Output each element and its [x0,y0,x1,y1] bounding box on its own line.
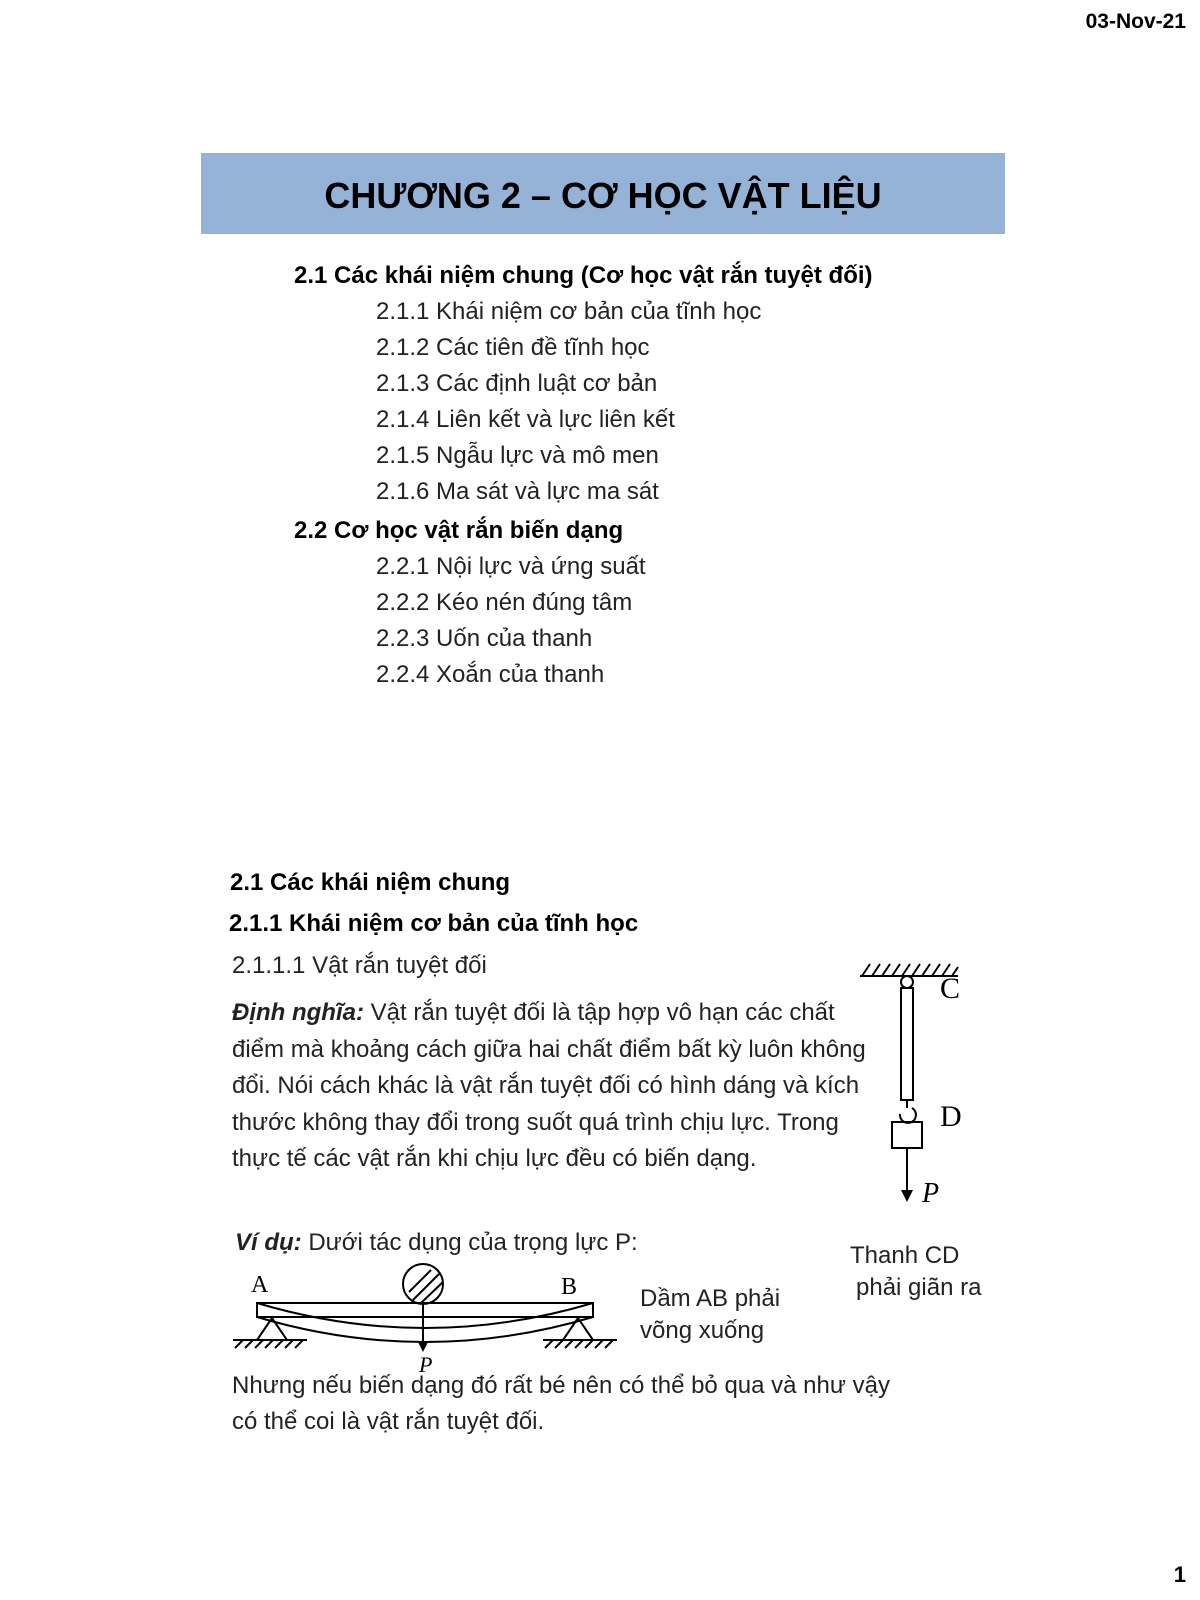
hook [900,1100,916,1123]
beam-caption-line2: võng xuống [640,1317,765,1344]
rod-caption-line1: Thanh CD [850,1242,960,1269]
subsubsection-heading: 2.1.1.1 Vật rắn tuyệt đối [232,952,487,979]
example-label: Ví dụ: [235,1229,302,1256]
ground-b-hatch [545,1340,613,1348]
toc-item: 2.1.6 Ma sát và lực ma sát [376,478,659,505]
rod-caption-line2: phải giãn ra [856,1274,982,1301]
title-banner [201,153,1005,234]
page-number: 1 [1173,1562,1186,1587]
label-d: D [940,1100,962,1133]
beam-caption-line1: Dầm AB phải [640,1285,781,1312]
example-text: Dưới tác dụng của trọng lực P: [308,1229,638,1256]
label-a: A [251,1272,269,1298]
toc-item: 2.1.3 Các định luật cơ bản [376,370,658,397]
deflected-beam-curve [257,1317,593,1342]
toc-item: 2.2.2 Kéo nén đúng tâm [376,589,633,616]
toc-section-2-1: 2.1 Các khái niệm chung (Cơ học vật rắn tuyệt đối) [294,262,873,289]
weight-block [892,1122,922,1148]
definition-text: Vật rắn tuyệt đối là tập hợp vô hạn các chất điểm mà khoảng cách giữa hai chất điểm bất kỳ luôn không đổi. Nói cách khác là vật rắn tuyệt đối có hình dáng và kích thước không thay đổi trong suốt quá trình chịu lực. Trong thực tế các vật rắn khi chịu lực đều có biến dạng. [232,999,866,1172]
toc-item: 2.2.3 Uốn của thanh [376,625,593,652]
toc-item: 2.2.1 Nội lực và ứng suất [376,553,646,580]
rod-bar [901,988,913,1100]
definition-paragraph [232,995,872,1178]
load-ball [403,1264,443,1304]
beam-force-arrowhead [418,1342,428,1352]
toc-section-2-2: 2.2 Cơ học vật rắn biến dạng [294,517,624,544]
conclusion-line1: Nhưng nếu biến dạng đó rất bé nên có thể bỏ qua và như vậy [232,1372,890,1399]
toc-item: 2.1.1 Khái niệm cơ bản của tĩnh học [376,298,762,325]
toc-item: 2.1.2 Các tiên đề tĩnh học [376,334,650,361]
label-p-beam: P [419,1352,433,1372]
label-c: C [940,972,961,1005]
deflected-beam-curve-top [257,1303,593,1328]
chapter-title: CHƯƠNG 2 – CƠ HỌC VẬT LIỆU [324,175,882,216]
subsection-heading: 2.1.1 Khái niệm cơ bản của tĩnh học [229,910,639,937]
toc-item: 2.2.4 Xoắn của thanh [376,661,605,688]
label-b: B [561,1274,578,1300]
beam-ab-diagram [225,1262,625,1372]
label-p-rod: P [922,1178,940,1209]
example-line [235,1225,638,1261]
rod-cd-diagram [850,950,980,1235]
force-arrowhead [901,1190,913,1202]
ground-a-hatch [235,1340,303,1348]
header-date: 03-Nov-21 [1085,10,1186,33]
section-heading: 2.1 Các khái niệm chung [230,869,511,896]
toc-item: 2.1.5 Ngẫu lực và mô men [376,442,659,469]
toc-item: 2.1.4 Liên kết và lực liên kết [376,406,675,433]
conclusion-line2: có thể coi là vật rắn tuyệt đối. [232,1408,545,1435]
definition-label: Định nghĩa: [232,999,364,1026]
pin-c [901,976,913,988]
